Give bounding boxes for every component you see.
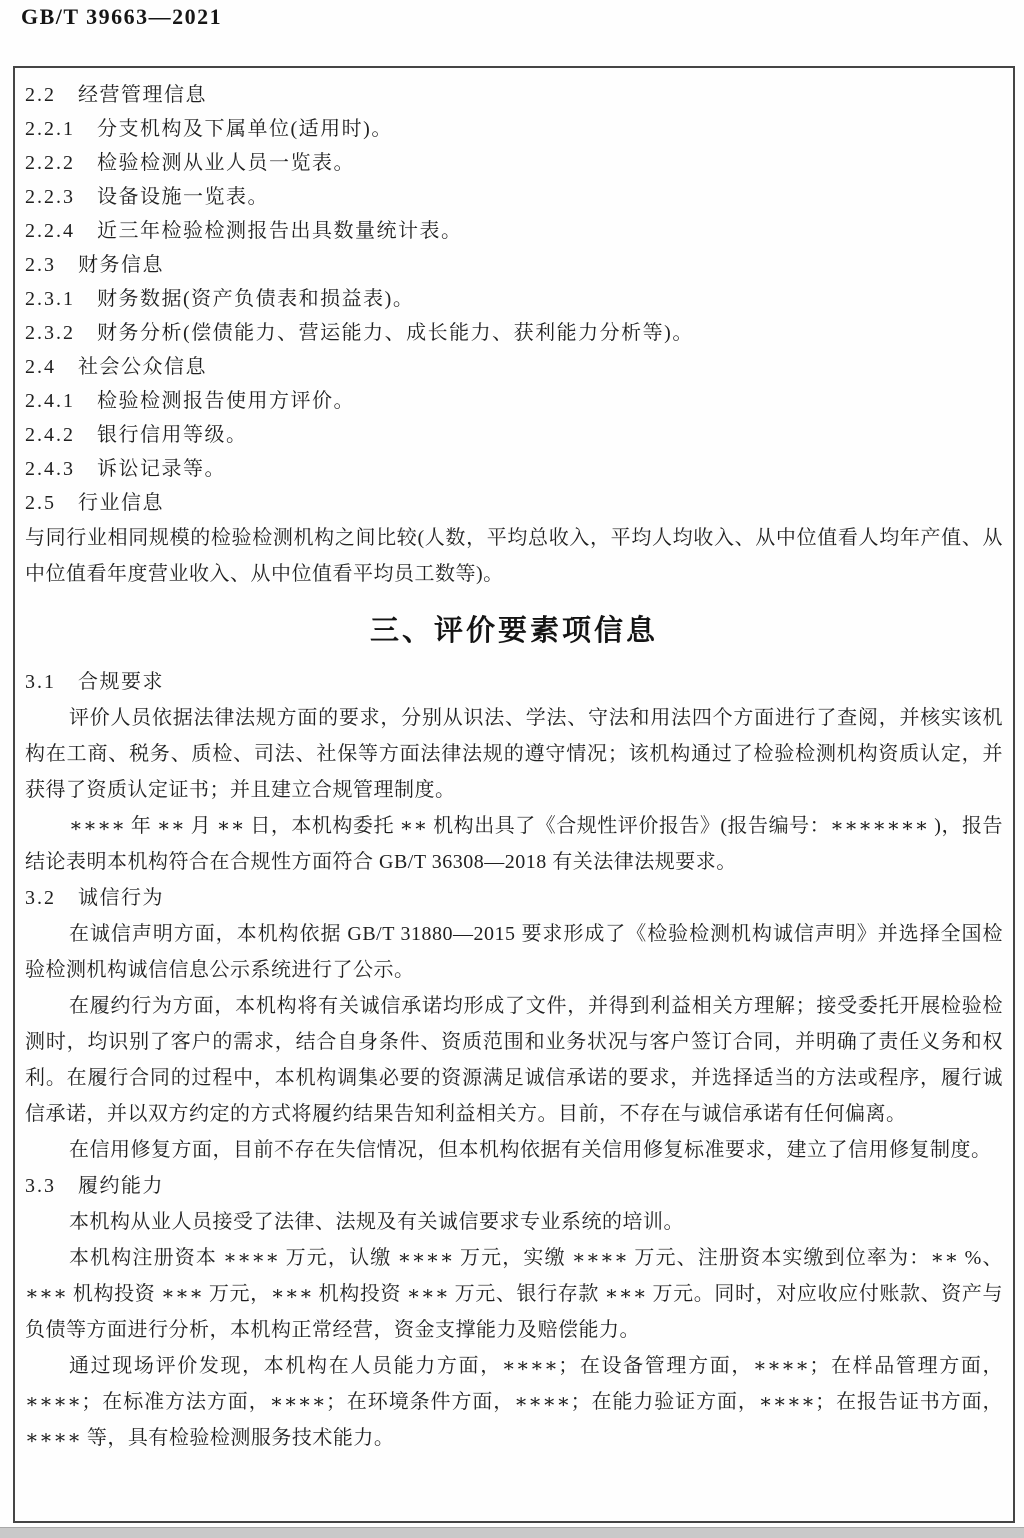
clause-number: 2.2.3 xyxy=(25,186,75,208)
section-3-2-paragraph: 在履约行为方面，本机构将有关诚信承诺均形成了文件，并得到利益相关方理解；接受委托开展检验检测时，均识别了客户的需求，结合自身条件、资质范围和业务状况与客户签订合同，并明确了责任义务和权利。在履行合同的过程中，本机构调集必要的资源满足诚信承诺的要求，并选择适当的方法或程序，履行诚信承诺，并以双方约定的方式将履约结果告知利益相关方。目前，不存在与诚信承诺有任何偏离。 xyxy=(25,995,1003,1125)
clause-text: 财务信息 xyxy=(78,254,164,276)
section-3-1-paragraph: 评价人员依据法律法规方面的要求，分别从识法、学法、守法和用法四个方面进行了查阅，并核实该机构在工商、税务、质检、司法、社保等方面法律法规的遵守情况；该机构通过了检验检测机构资质认定，并获得了资质认定证书；并且建立合规管理制度。 xyxy=(25,707,1003,801)
clause-text: 银行信用等级。 xyxy=(97,424,248,446)
clause-text: 设备设施一览表。 xyxy=(97,186,269,208)
clause-number: 3.3 xyxy=(25,1175,56,1197)
clause-text: 近三年检验检测报告出具数量统计表。 xyxy=(97,220,463,242)
chapter-heading: 三、评价要素项信息 xyxy=(369,615,658,647)
outline-item-2-2-2 xyxy=(25,146,1003,180)
clause-text: 检验检测从业人员一览表。 xyxy=(97,152,355,174)
clause-number: 2.2.2 xyxy=(25,152,75,174)
outline-item-2-2 xyxy=(25,78,1003,112)
clause-number: 2.4.2 xyxy=(25,424,75,446)
clause-number: 2.5 xyxy=(25,492,56,514)
clause-number: 2.3.2 xyxy=(25,322,75,344)
outline-item-2-3-1 xyxy=(25,282,1003,316)
section-3-3-paragraph: 通过现场评价发现，本机构在人员能力方面，∗∗∗∗；在设备管理方面，∗∗∗∗；在样品管理方面，∗∗∗∗；在标准方法方面，∗∗∗∗；在环境条件方面，∗∗∗∗；在能力验证方面，∗∗∗∗；在报告证书方面，∗∗∗∗ 等，具有检验检测服务技术能力。 xyxy=(25,1355,1003,1449)
clause-text: 行业信息 xyxy=(78,492,164,514)
industry-comparison-note: 与同行业相同规模的检验检测机构之间比较(人数，平均总收入，平均人均收入、从中位值看人均年产值、从中位值看年度营业收入、从中位值看平均员工数等)。 xyxy=(25,527,1003,585)
clause-text: 检验检测报告使用方评价。 xyxy=(97,390,355,412)
outline-item-2-3 xyxy=(25,248,1003,282)
section-3-2-paragraph: 在信用修复方面，目前不存在失信情况，但本机构依据有关信用修复标准要求，建立了信用修复制度。 xyxy=(69,1139,992,1161)
outline-item-2-4-2 xyxy=(25,418,1003,452)
clause-number: 2.2 xyxy=(25,84,56,106)
outline-item-2-2-3 xyxy=(25,180,1003,214)
clause-text: 社会公众信息 xyxy=(78,356,207,378)
section-3-3-paragraph: 本机构从业人员接受了法律、法规及有关诚信要求专业系统的培训。 xyxy=(69,1211,684,1233)
clause-text: 履约能力 xyxy=(78,1175,164,1197)
section-3-1-paragraph: ∗∗∗∗ 年 ∗∗ 月 ∗∗ 日，本机构委托 ∗∗ 机构出具了《合规性评价报告》(报告编号：∗∗∗∗∗∗∗ )，报告结论表明本机构符合在合规性方面符合 GB/T 36308—2018 有关法律法规要求。 xyxy=(25,815,1003,873)
section-head-3-1 xyxy=(25,664,1003,700)
clause-text: 诉讼记录等。 xyxy=(97,458,226,480)
outline-item-2-5 xyxy=(25,486,1003,520)
clause-number: 2.4 xyxy=(25,356,56,378)
clause-text: 诚信行为 xyxy=(78,887,164,909)
outline-item-2-2-4 xyxy=(25,214,1003,248)
clause-number: 2.4.1 xyxy=(25,390,75,412)
section-3-3-paragraph: 本机构注册资本 ∗∗∗∗ 万元，认缴 ∗∗∗∗ 万元，实缴 ∗∗∗∗ 万元、注册资本实缴到位率为：∗∗ %、∗∗∗ 机构投资 ∗∗∗ 万元，∗∗∗ 机构投资 ∗∗∗ 万元、银行存款 ∗∗∗ 万元。同时，对应收应付账款、资产与负债等方面进行分析，本机构正常经营，资金支撑能力及赔偿能力。 xyxy=(25,1247,1003,1341)
outline-item-2-4-3 xyxy=(25,452,1003,486)
clause-text: 合规要求 xyxy=(78,671,164,693)
section-3-2-paragraph: 在诚信声明方面，本机构依据 GB/T 31880—2015 要求形成了《检验检测机构诚信声明》并选择全国检验检测机构诚信信息公示系统进行了公示。 xyxy=(25,923,1003,981)
section-head-3-3 xyxy=(25,1168,1003,1204)
content-frame xyxy=(13,66,1015,1523)
clause-number: 3.1 xyxy=(25,671,56,693)
outline-item-2-2-1 xyxy=(25,112,1003,146)
clause-number: 2.3.1 xyxy=(25,288,75,310)
clause-number: 2.2.4 xyxy=(25,220,75,242)
outline-item-2-3-2 xyxy=(25,316,1003,350)
clause-number: 2.3 xyxy=(25,254,56,276)
clause-text: 分支机构及下属单位(适用时)。 xyxy=(97,118,393,140)
clause-number: 3.2 xyxy=(25,887,56,909)
clause-text: 财务分析(偿债能力、营运能力、成长能力、获利能力分析等)。 xyxy=(97,322,694,344)
outline-item-2-4 xyxy=(25,350,1003,384)
clause-number: 2.2.1 xyxy=(25,118,75,140)
outline-item-2-4-1 xyxy=(25,384,1003,418)
clause-text: 财务数据(资产负债表和损益表)。 xyxy=(97,288,415,310)
standard-number: GB/T 39663—2021 xyxy=(21,4,223,29)
clause-number: 2.4.3 xyxy=(25,458,75,480)
scan-page-bottom-edge xyxy=(0,1527,1024,1538)
clause-text: 经营管理信息 xyxy=(78,84,207,106)
section-head-3-2 xyxy=(25,880,1003,916)
